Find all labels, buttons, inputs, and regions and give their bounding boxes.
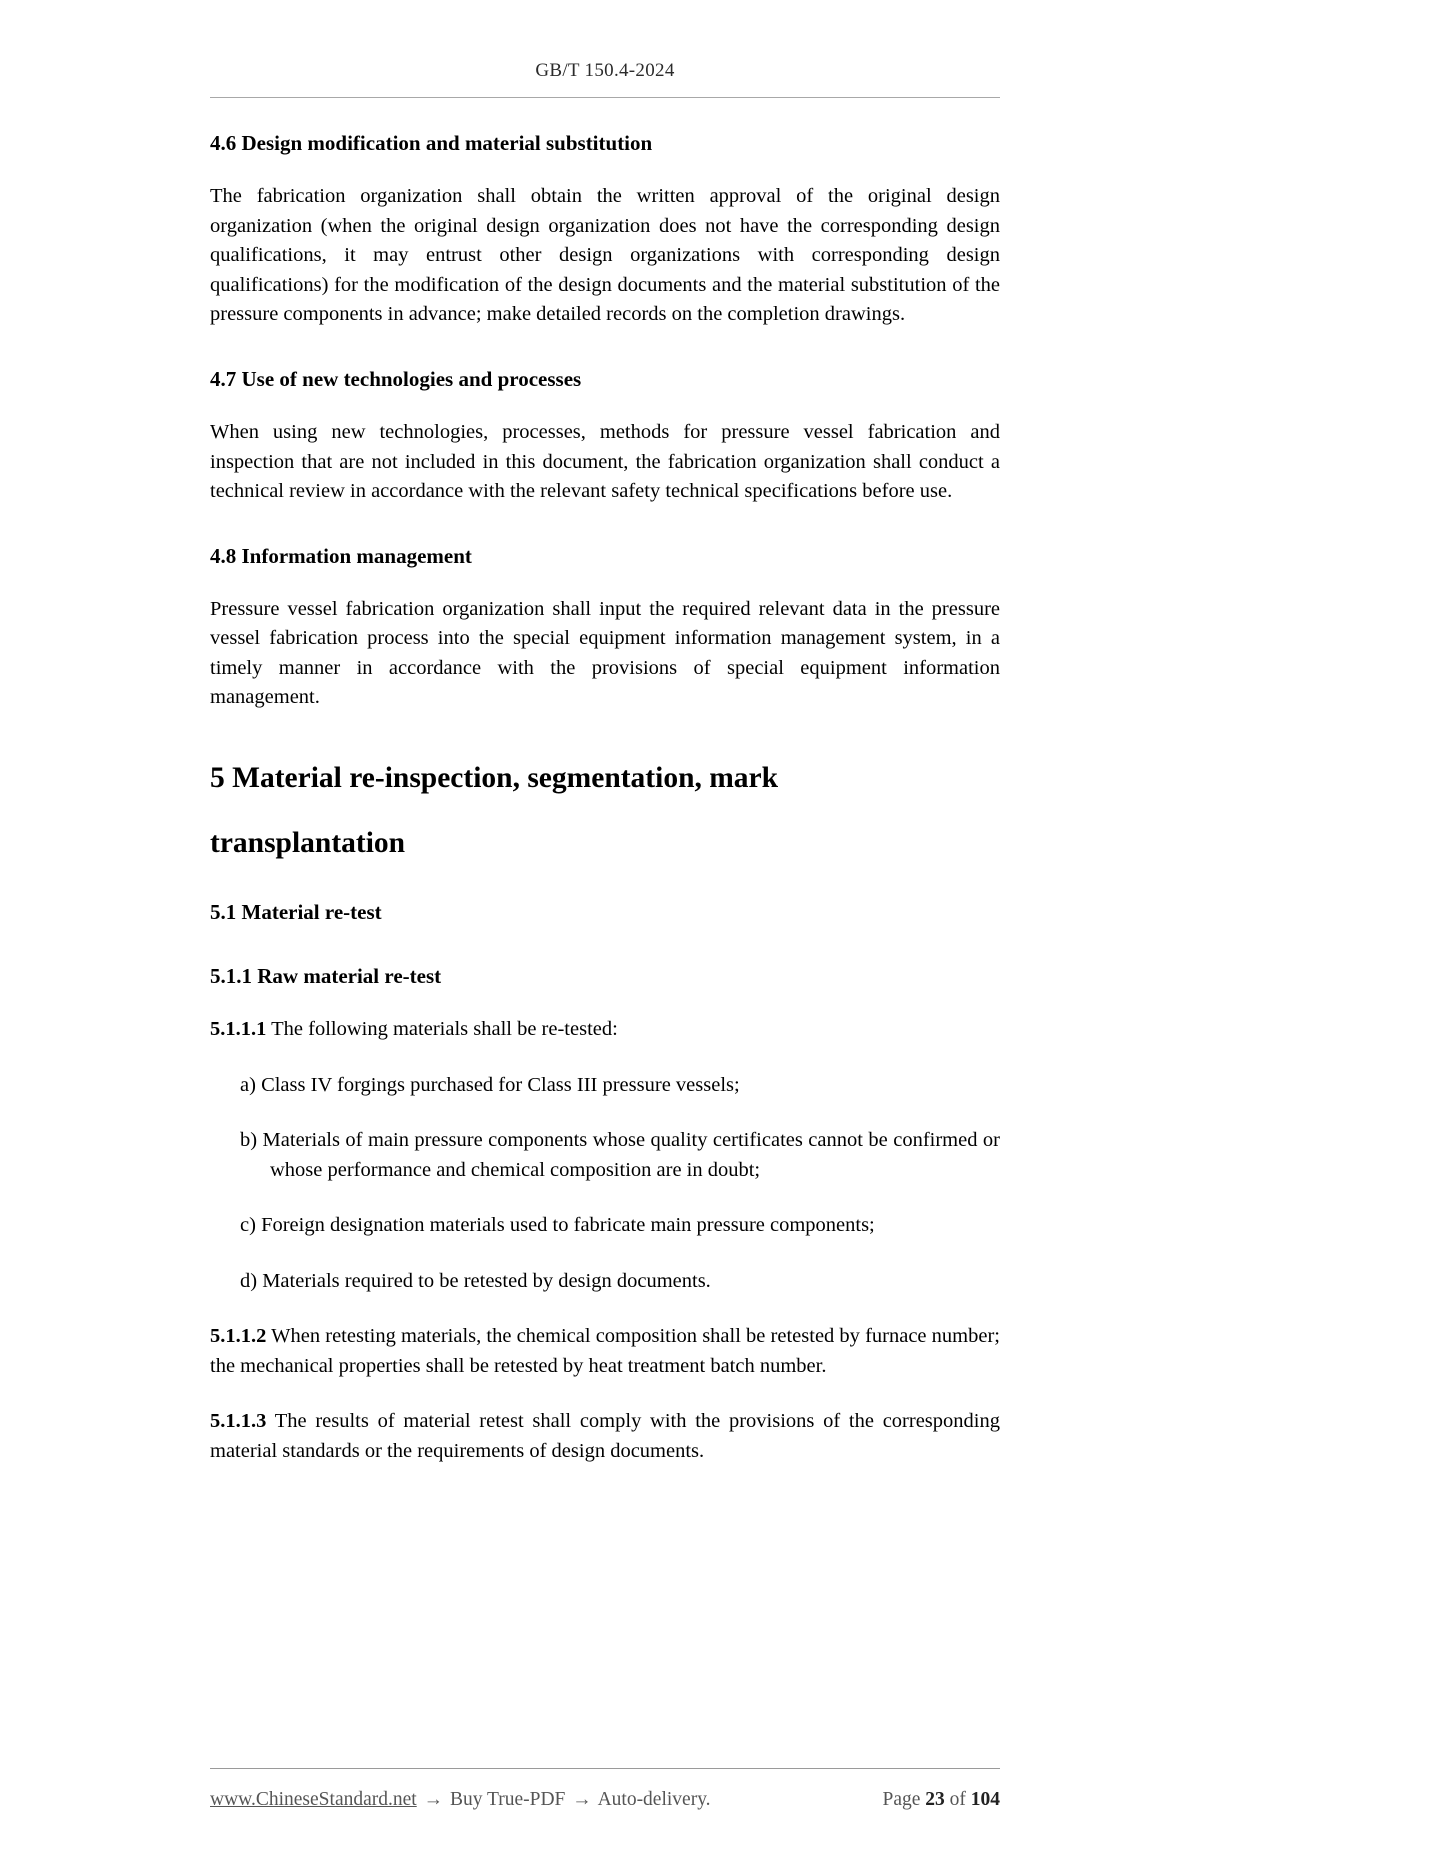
chapter-5-heading: [210, 759, 1000, 863]
section-4-6-heading: 4.6 Design modification and material substitution: [210, 131, 653, 155]
list-item-a-text: Class IV forgings purchased for Class III pressure vessels;: [261, 1073, 740, 1096]
chapter-5-heading-line1: 5 Material re-inspection, segmentation, mark: [210, 761, 779, 794]
of-word: of: [949, 1789, 966, 1810]
page-indicator: [882, 1789, 1000, 1811]
arrow-right-icon: →: [572, 1789, 592, 1810]
document-page: [210, 0, 1000, 1870]
list-item-c-text: Foreign designation materials used to fabricate main pressure components;: [261, 1214, 875, 1237]
page-footer: [210, 1768, 1000, 1811]
clause-5-1-1-1: [210, 1015, 1000, 1045]
clause-5-1-1-1-text: The following materials shall be re-tested:: [271, 1018, 618, 1041]
list-item-d-text: Materials required to be retested by design documents.: [262, 1269, 711, 1292]
list-item-d: [240, 1267, 1000, 1297]
list-item-d-marker: d): [240, 1269, 258, 1292]
list-item-b: [240, 1126, 1000, 1185]
chapter-5-heading-line2: transplantation: [210, 827, 406, 860]
clause-5-1-1-3: [210, 1407, 1000, 1466]
section-4-7-paragraph: When using new technologies, processes, methods for pressure vessel fabrication and inspection that are not included in this document, the fabrication organization shall conduct a technical review in accordance with the relevant safety technical specifications before use.: [210, 421, 1000, 503]
clause-5-1-1-2-text: When retesting materials, the chemical composition shall be retested by furnace number; the mechanical properties shall be retested by heat treatment batch number.: [210, 1325, 1000, 1377]
section-5-1-1-heading: 5.1.1 Raw material re-test: [210, 963, 442, 988]
list-item-b-marker: b): [240, 1129, 258, 1152]
chinesestandard-link[interactable]: www.ChineseStandard.net: [210, 1789, 417, 1810]
section-4-8-heading: 4.8 Information management: [210, 543, 472, 568]
section-5-1-heading: 5.1 Material re-test: [210, 899, 382, 924]
list-item-a: [240, 1071, 1000, 1101]
clause-5-1-1-1-number: 5.1.1.1: [210, 1018, 267, 1041]
document-content: [210, 98, 1000, 1466]
auto-delivery-label: Auto-delivery.: [597, 1789, 711, 1810]
clause-5-1-1-2-number: 5.1.1.2: [210, 1325, 267, 1348]
page-total-number: 104: [970, 1789, 1000, 1810]
list-item-c: [240, 1211, 1000, 1241]
page-current-number: 23: [925, 1789, 945, 1810]
clause-5-1-1-2: [210, 1322, 1000, 1381]
doc-number: GB/T 150.4-2024: [535, 60, 675, 81]
section-4-7-heading: 4.7 Use of new technologies and processes: [210, 366, 582, 391]
page-word: Page: [882, 1789, 921, 1810]
footer-divider: [210, 1768, 1000, 1769]
section-4-6-paragraph: The fabrication organization shall obtain the written approval of the original design organization (when the original design organization does not have the corresponding design qualifications, it may entrust other design organizations with corresponding design qualifications) for the modification of the design documents and the material substitution of the pressure components in advance; make detailed records on the completion drawings.: [210, 185, 1000, 326]
arrow-right-icon: →: [423, 1789, 444, 1810]
clause-5-1-1-3-text: The results of material retest shall comply with the provisions of the corresponding material standards or the requirements of design documents.: [210, 1410, 1000, 1462]
section-4-8-paragraph: Pressure vessel fabrication organization shall input the required relevant data in the pressure vessel fabrication process into the special equipment information management system, in a timely manner in accordance with the provisions of special equipment information management.: [210, 597, 1000, 709]
list-item-b-text: Materials of main pressure components whose quality certificates cannot be confirmed or whose performance and chemical composition are in doubt;: [262, 1129, 1000, 1181]
clause-5-1-1-3-number: 5.1.1.3: [210, 1410, 267, 1433]
list-item-a-marker: a): [240, 1073, 256, 1096]
list-item-c-marker: c): [240, 1214, 256, 1237]
footer-links: [210, 1789, 711, 1811]
buy-true-pdf-label: Buy True-PDF: [449, 1789, 566, 1810]
